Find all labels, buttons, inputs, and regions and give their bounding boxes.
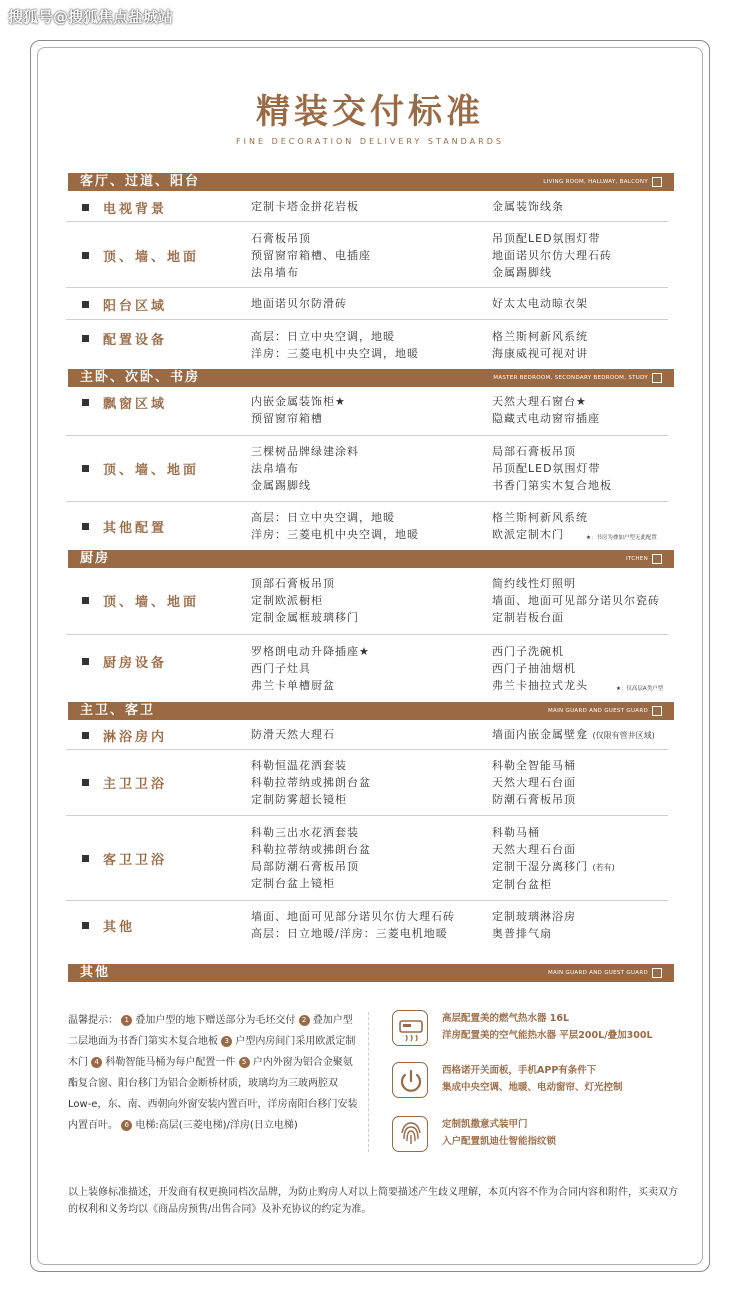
row-label: 飘窗区域 [82,393,167,412]
row-col-2: 科勒马桶 天然大理石台面 定制干湿分离移门 (若有) 定制台盆柜 [492,826,615,891]
bullet-icon [82,779,89,786]
row-col-2: 墙面内嵌金属壁龛 (仅限有管井区域) [492,728,655,741]
row-col-1: 罗格朗电动升降插座★ 西门子灶具 弗兰卡单槽厨盆 [251,645,370,692]
row-col-1: 定制卡塔金拼花岩板 [251,200,359,213]
row-col-1: 防滑天然大理石 [251,728,335,741]
row-col-2: 金属装饰线条 [492,200,564,213]
bullet-icon [82,399,89,406]
bullet-icon [82,597,89,604]
row-col-1: 科勒三出水花洒套装 科勒拉蒂纳或拂朗台盆 局部防潮石膏板吊顶 定制台盆上镜柜 [251,826,371,890]
row-label: 厨房设备 [82,652,167,671]
section-subtitle: MAIN GUARD AND GUEST GUARD [548,970,648,976]
watermark: 搜狐号@搜狐焦点盐城站 [8,8,174,26]
row-label: 其他 [82,916,135,935]
section-subtitle: MASTER BEDROOM, SECONDARY BEDROOM, STUDY [493,375,648,381]
bullet-icon [82,922,89,929]
row-col-2: 好太太电动晾衣架 [492,297,588,310]
row-col-2: 局部石膏板吊顶 吊顶配LED氛围灯带 书香门第实木复合地板 [492,445,612,492]
divider [66,501,668,502]
divider [66,634,668,635]
row-col-2: 西门子洗碗机 西门子抽油烟机 弗兰卡抽拉式龙头 [492,645,588,692]
divider [66,221,668,222]
section-subtitle: LIVING ROOM, HALLWAY, BALCONY [543,179,648,185]
section-bar-other [68,964,674,982]
row-label: 电视背景 [82,198,167,217]
row-col-1: 高层：日立中央空调，地暖 洋房：三菱电机中央空调，地暖 [251,511,419,541]
page-subtitle: FINE DECORATION DELIVERY STANDARDS [236,137,504,146]
feature-text: 西格诺开关面板，手机APP有条件下 集成中央空调、地暖、电动窗帘、灯光控制 [442,1065,623,1093]
tips-separator [368,1012,369,1152]
row-label: 配置设备 [82,329,167,348]
divider [66,319,668,320]
section-bar-bedrooms [68,369,674,387]
bullet-icon [82,658,89,665]
row-label: 主卫卫浴 [82,773,167,792]
row-col-1: 地面诺贝尔防滑砖 [251,297,347,310]
disclaimer: 以上装修标准描述，开发商有权更换同档次品牌，为防止购房人对以上简要描述产生歧义理解，本页内容不作为合同内容和附件，买卖双方的权利和义务均以《商品房预售/出售合同》及补充协议的约定为准。 [68,1187,678,1215]
section-bar-kitchen [68,550,674,568]
row-col-2: 格兰斯柯新风系统 海康威视可视对讲 [492,330,588,360]
footnote: ★：仅高层A类户型 [616,686,664,692]
row-label: 客卫卫浴 [82,849,167,868]
section-title: 其他 [80,965,111,980]
bullet-icon [82,855,89,862]
row-col-2: 科勒全智能马桶 天然大理石台面 防潮石膏板吊顶 [492,759,576,806]
divider [66,435,668,436]
section-title: 主卫、客卫 [80,703,156,718]
section-title: 客厅、过道、阳台 [80,174,201,189]
fingerprint-icon [392,1116,428,1152]
row-col-1: 三棵树品牌绿建涂料 法帛墙布 金属踢脚线 [251,445,359,492]
section-subtitle: ITCHEN [625,556,648,562]
power-icon [392,1062,428,1098]
row-col-1: 科勒恒温花洒套装 科勒拉蒂纳或拂朗台盆 定制防雾超长镜柜 [251,759,371,806]
divider [66,815,668,816]
row-col-2: 定制玻璃淋浴房 奥普排气扇 [492,910,576,940]
page-title: 精装交付标准 [256,92,484,132]
section-bar-living [68,173,674,191]
brand-logo-icon [652,177,662,187]
section-title: 主卧、次卧、书房 [80,370,201,385]
row-label: 阳台区域 [82,295,167,314]
row-col-1: 顶部石膏板吊顶 定制欧派橱柜 定制金属框玻璃移门 [251,577,359,624]
brand-logo-icon [652,554,662,564]
divider [66,900,668,901]
bullet-icon [82,301,89,308]
brand-logo-icon [652,373,662,383]
divider [66,749,668,750]
row-col-1: 石膏板吊顶 预留窗帘箱槽、电插座 法帛墙布 [251,232,371,279]
row-col-1: 墙面、地面可见部分诺贝尔仿大理石砖 高层：日立地暖/洋房：三菱电机地暖 [251,910,455,940]
row-col-1: 内嵌金属装饰柜★ 预留窗帘箱槽 [251,395,346,425]
row-col-1: 高层：日立中央空调，地暖 洋房：三菱电机中央空调，地暖 [251,330,419,360]
row-col-2: 格兰斯柯新风系统 欧派定制木门 [492,511,588,541]
feature-text: 定制凯撒意式装甲门 入户配置凯迪仕智能指纹锁 [442,1119,557,1147]
water-heater-icon [392,1010,428,1046]
row-label: 淋浴房内 [82,726,167,745]
row-label: 顶、墙、地面 [82,246,199,265]
section-title: 厨房 [80,551,111,566]
section-bar-bathrooms [68,702,674,720]
row-label: 其他配置 [82,517,167,536]
row-col-2: 吊顶配LED氛围灯带 地面诺贝尔仿大理石砖 金属踢脚线 [492,232,612,279]
row-label: 顶、墙、地面 [82,591,199,610]
tips-block: 温馨提示： 1 叠加户型的地下赠送部分为毛坯交付 2 叠加户型二层地面为书香门第实木复合地板 3 户型内房间门采用欧派定制木门 4 科勒智能马桶为每户配置一件 5 户内外窗为铝合金聚氨酯复合窗、阳台移门为铝合金断桥材质，玻璃均为三玻两腔双Low-e，东、南、西朝向外窗安装内置百叶，洋房南阳台移门安装内置百叶。 6 电梯:高层(三菱电梯)/洋房(日立电梯) [68,1015,358,1131]
row-col-2: 天然大理石窗台★ 隐藏式电动窗帘插座 [492,395,600,425]
row-label: 顶、墙、地面 [82,459,199,478]
divider [66,287,668,288]
bullet-icon [82,252,89,259]
section-subtitle: MAIN GUARD AND GUEST GUARD [548,708,648,714]
footnote: ★：书房为叠加户型无此配置 [586,535,657,541]
brand-logo-icon [652,706,662,716]
bullet-icon [82,523,89,530]
row-col-2: 简约线性灯照明 墙面、地面可见部分诺贝尔瓷砖 定制岩板台面 [492,577,660,624]
bullet-icon [82,732,89,739]
bullet-icon [82,204,89,211]
bullet-icon [82,335,89,342]
brand-logo-icon [652,968,662,978]
feature-text: 高层配置美的燃气热水器 16L 洋房配置美的空气能热水器 平层200L/叠加300L [442,1013,653,1041]
bullet-icon [82,465,89,472]
